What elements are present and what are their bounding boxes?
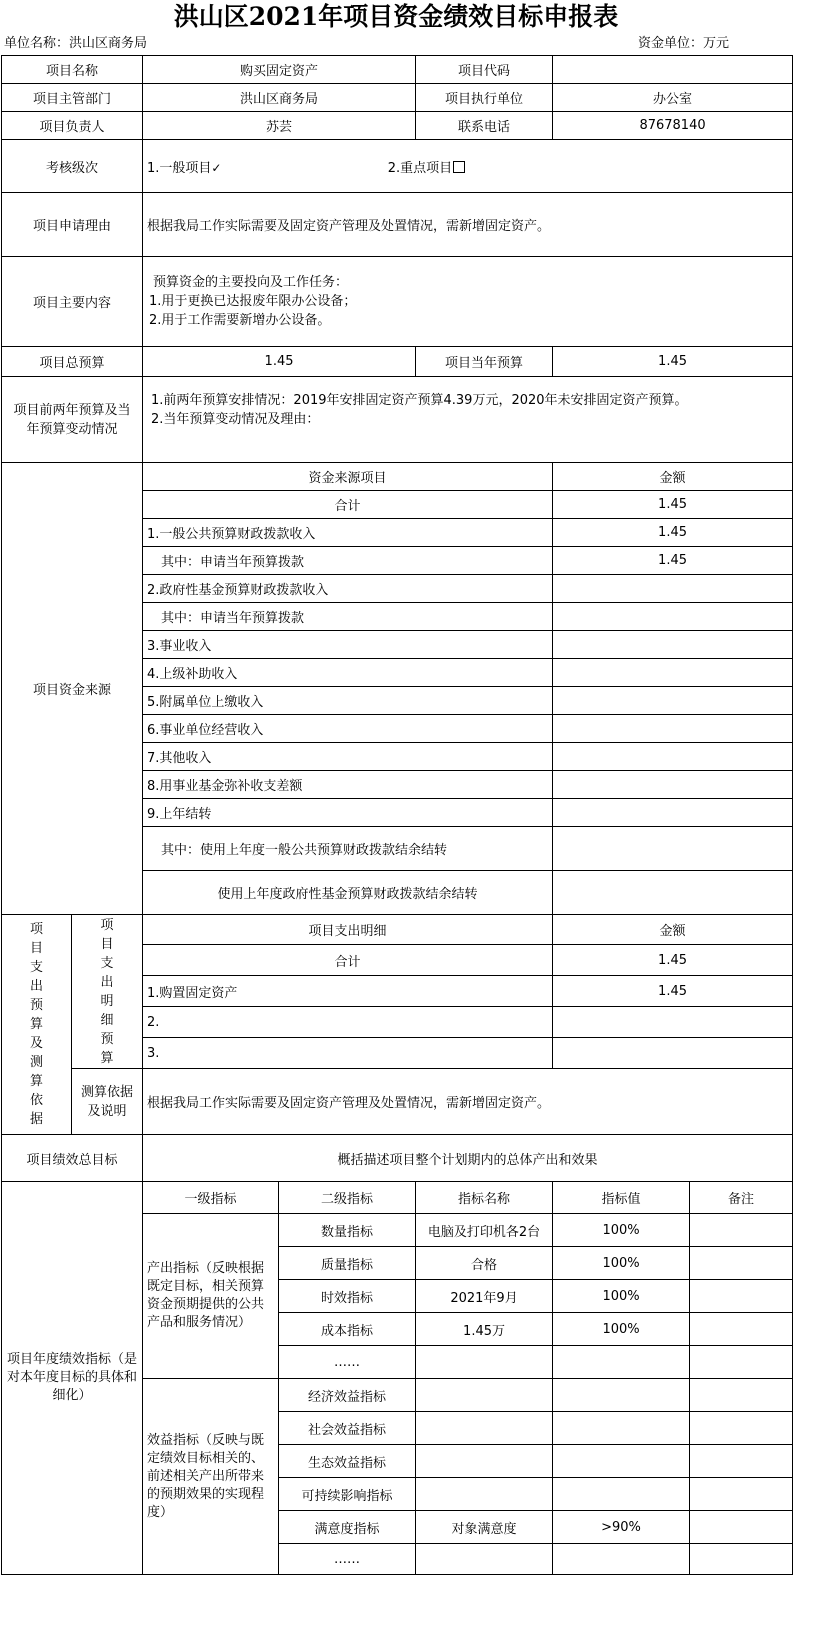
content-text: [143, 257, 793, 347]
indicator-note: [690, 1478, 793, 1511]
indicator-level2: 成本指标: [279, 1313, 416, 1346]
indicator-level2: 数量指标: [279, 1214, 416, 1247]
indicator-name: 2021年9月: [416, 1280, 553, 1313]
change-text: [143, 377, 793, 463]
expense-item-total: 合计: [143, 945, 553, 976]
expense-item: 3.: [143, 1038, 553, 1069]
indicator-name: 合格: [416, 1247, 553, 1280]
indicator-level2: 可持续影响指标: [279, 1478, 416, 1511]
expense-amount-total: 1.45: [553, 945, 793, 976]
content-label: 项目主要内容: [2, 257, 143, 347]
basis-label: [72, 1069, 143, 1135]
phone-label: 联系电话: [416, 112, 553, 140]
expense-amount-header: 金额: [553, 915, 793, 945]
indicator-level2: ……: [279, 1346, 416, 1379]
expense-item: 2.: [143, 1007, 553, 1038]
expense-outer-label: 项 目 支 出 预 算 及 测 算 依 据: [2, 915, 72, 1135]
owner-value: 苏芸: [143, 112, 416, 140]
reason-text: 根据我局工作实际需要及固定资产管理及处置情况，需新增固定资产。: [143, 193, 793, 257]
expense-inner-label: 项 目 支 出 明 细 预 算: [72, 915, 143, 1069]
sources-amount-header: 金额: [553, 463, 793, 491]
source-amount-total: 1.45: [553, 491, 793, 519]
content-line-1: 预算资金的主要投向及工作任务：: [153, 275, 349, 290]
source-amount: [553, 827, 793, 871]
source-amount: [553, 743, 793, 771]
project-name-label: 项目名称: [2, 56, 143, 84]
source-amount: [553, 715, 793, 743]
expense-amount: 1.45: [553, 976, 793, 1007]
project-code-label: 项目代码: [416, 56, 553, 84]
indicator-name: 对象满意度: [416, 1511, 553, 1544]
source-item-total: 合计: [143, 491, 553, 519]
indicator-name: [416, 1478, 553, 1511]
indicator-level2: 满意度指标: [279, 1511, 416, 1544]
dept-value: 洪山区商务局: [143, 84, 416, 112]
indicator-level2: 质量指标: [279, 1247, 416, 1280]
content-line-3: 2.用于工作需要新增办公设备。: [149, 313, 331, 328]
indicator-value: >90%: [553, 1511, 690, 1544]
phone-value: 87678140: [553, 112, 793, 140]
indicator-value: 100%: [553, 1313, 690, 1346]
indicator-note: [690, 1379, 793, 1412]
reason-label: 项目申请理由: [2, 193, 143, 257]
current-budget-value: 1.45: [553, 347, 793, 377]
indicator-value: [553, 1346, 690, 1379]
source-item: 1.一般公共预算财政拨款收入: [143, 519, 553, 547]
indicator-level2: 时效指标: [279, 1280, 416, 1313]
source-amount: 1.45: [553, 547, 793, 575]
indicator-note: [690, 1511, 793, 1544]
source-amount: [553, 603, 793, 631]
source-item: 8.用事业基金弥补收支差额: [143, 771, 553, 799]
source-item: 5.附属单位上缴收入: [143, 687, 553, 715]
sources-col-header: 资金来源项目: [143, 463, 553, 491]
indicator-header-level1: 一级指标: [143, 1182, 279, 1214]
source-item: 3.事业收入: [143, 631, 553, 659]
goal-label: 项目绩效总目标: [2, 1135, 143, 1182]
source-item: 其中：申请当年预算拨款: [143, 603, 553, 631]
level-options: [143, 140, 793, 193]
source-item: 7.其他收入: [143, 743, 553, 771]
change-label: [2, 377, 143, 463]
current-budget-label: 项目当年预算: [416, 347, 553, 377]
indicator-level2: ……: [279, 1544, 416, 1575]
indicator-value: 100%: [553, 1280, 690, 1313]
level-option-general: 1.一般项目: [147, 160, 212, 176]
source-item: 使用上年度政府性基金预算财政拨款结余结转: [143, 871, 553, 915]
indicator-header-level2: 二级指标: [279, 1182, 416, 1214]
basis-label-line-2: 及说明: [87, 1103, 127, 1119]
source-amount: [553, 575, 793, 603]
checkbox-empty-icon: [453, 161, 465, 173]
project-name-value: 购买固定资产: [143, 56, 416, 84]
total-budget-value: 1.45: [143, 347, 416, 377]
indicator-name: [416, 1412, 553, 1445]
indicator-note: [690, 1214, 793, 1247]
indicator-header-value: 指标值: [553, 1182, 690, 1214]
source-amount: [553, 631, 793, 659]
indicator-value: [553, 1544, 690, 1575]
indicator-name: 电脑及打印机各2台: [416, 1214, 553, 1247]
source-item: 9.上年结转: [143, 799, 553, 827]
source-amount: [553, 871, 793, 915]
indicator-value: [553, 1445, 690, 1478]
indicator-level2: 经济效益指标: [279, 1379, 416, 1412]
project-code-value: [553, 56, 793, 84]
source-amount: [553, 687, 793, 715]
change-label-line-2: 年预算变动情况: [26, 421, 118, 437]
indicator-note: [690, 1544, 793, 1575]
checkmark-icon: ✓: [211, 160, 222, 175]
indicator-level2: 社会效益指标: [279, 1412, 416, 1445]
indicator-value: [553, 1379, 690, 1412]
basis-text: 根据我局工作实际需要及固定资产管理及处置情况，需新增固定资产。: [143, 1069, 793, 1135]
indicator-name: [416, 1544, 553, 1575]
source-amount: [553, 771, 793, 799]
indicator-note: [690, 1412, 793, 1445]
expense-item: 1.购置固定资产: [143, 976, 553, 1007]
exec-label: 项目执行单位: [416, 84, 553, 112]
indicator-note: [690, 1247, 793, 1280]
source-item: 6.事业单位经营收入: [143, 715, 553, 743]
unit-name: 单位名称：洪山区商务局: [4, 36, 148, 51]
fund-unit: 资金单位：万元: [638, 36, 730, 51]
form-title: 洪山区2021年项目资金绩效目标申报表: [173, 2, 619, 31]
application-form-table: [1, 55, 793, 1575]
indicator-level2: 生态效益指标: [279, 1445, 416, 1478]
indicator-note: [690, 1313, 793, 1346]
indicator-name: [416, 1445, 553, 1478]
indicator-name: [416, 1379, 553, 1412]
sources-label: 项目资金来源: [2, 463, 143, 915]
dept-label: 项目主管部门: [2, 84, 143, 112]
indicators-label: 项目年度绩效指标（是对本年度目标的具体和细化）: [2, 1182, 143, 1575]
expense-amount: [553, 1038, 793, 1069]
change-label-line-1: 项目前两年预算及当: [13, 402, 131, 418]
level-label: 考核级次: [2, 140, 143, 193]
expense-col-header: 项目支出明细: [143, 915, 553, 945]
change-line-1: 1.前两年预算安排情况：2019年安排固定资产预算4.39万元，2020年未安排固定资产预算。: [151, 393, 688, 408]
basis-label-line-1: 测算依据: [81, 1084, 134, 1100]
indicator-header-note: 备注: [690, 1182, 793, 1214]
source-item: 2.政府性基金预算财政拨款收入: [143, 575, 553, 603]
change-line-2: 2.当年预算变动情况及理由：: [151, 412, 320, 427]
indicator-name: 1.45万: [416, 1313, 553, 1346]
indicator-note: [690, 1445, 793, 1478]
source-item: 其中：使用上年度一般公共预算财政拨款结余结转: [143, 827, 553, 871]
exec-value: 办公室: [553, 84, 793, 112]
indicator-name: [416, 1346, 553, 1379]
goal-text: 概括描述项目整个计划期内的总体产出和效果: [143, 1135, 793, 1182]
content-line-2: 1.用于更换已达报废年限办公设备；: [149, 294, 357, 309]
source-amount: [553, 799, 793, 827]
source-item: 其中：申请当年预算拨款: [143, 547, 553, 575]
indicator-header-name: 指标名称: [416, 1182, 553, 1214]
total-budget-label: 项目总预算: [2, 347, 143, 377]
indicator-value: [553, 1412, 690, 1445]
source-amount: [553, 659, 793, 687]
source-item: 4.上级补助收入: [143, 659, 553, 687]
benefit-indicator-label: 效益指标（反映与既定绩效目标相关的、前述相关产出所带来的预期效果的实现程度）: [143, 1379, 279, 1575]
expense-amount: [553, 1007, 793, 1038]
level-option-key: 2.重点项目: [387, 160, 453, 176]
indicator-value: 100%: [553, 1247, 690, 1280]
indicator-value: 100%: [553, 1214, 690, 1247]
source-amount: 1.45: [553, 519, 793, 547]
indicator-value: [553, 1478, 690, 1511]
indicator-note: [690, 1280, 793, 1313]
indicator-note: [690, 1346, 793, 1379]
output-indicator-label: 产出指标（反映根据既定目标，相关预算资金预期提供的公共产品和服务情况）: [143, 1214, 279, 1379]
owner-label: 项目负责人: [2, 112, 143, 140]
